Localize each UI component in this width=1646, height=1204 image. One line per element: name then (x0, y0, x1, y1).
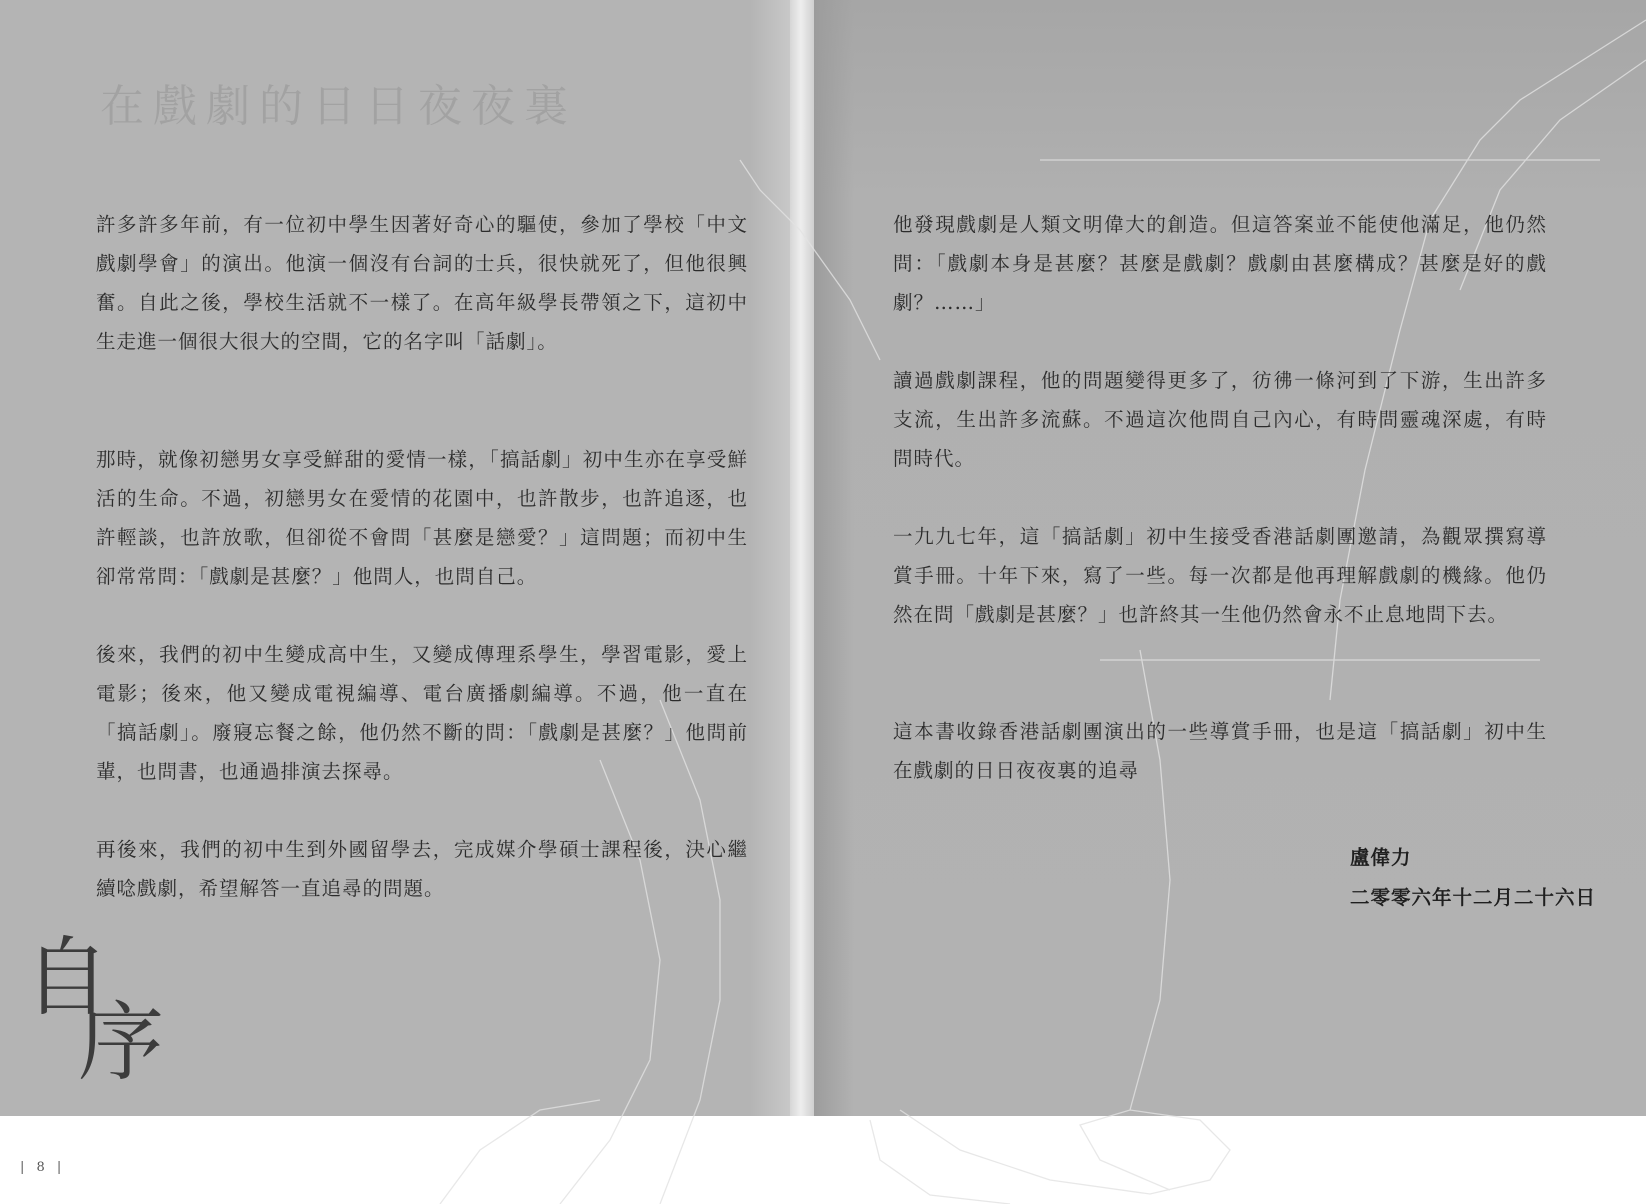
section-title-char-xu: 序 (78, 993, 164, 1093)
right-paragraph-2: 讀過戲劇課程，他的問題變得更多了，彷彿一條河到了下游，生出許多支流，生出許多流蘇。不過這次他問自己內心，有時問靈魂深處，有時問時代。 (893, 369, 1547, 470)
signature-date: 二零零六年十二月二十六日 (1350, 886, 1597, 909)
right-paragraph-3: 一九九七年，這「搞話劇」初中生接受香港話劇團邀請，為觀眾撰寫導賞手冊。十年下來，寫了一些。每一次都是他再理解戲劇的機緣。他仍然在問「戲劇是甚麼？」也許終其一生他仍然會永不止息地問下去。 (893, 525, 1547, 626)
section-title-char-zi: 自 (24, 928, 110, 1028)
author-name: 盧偉力 (1350, 846, 1412, 869)
page-number: | 8 | (20, 1160, 66, 1175)
right-paragraph-1: 他發現戲劇是人類文明偉大的創造。但這答案並不能使他滿足，他仍然問：「戲劇本身是甚麼？甚麼是戲劇？戲劇由甚麼構成？甚麼是好的戲劇？……」 (893, 213, 1547, 314)
right-paragraph-4: 這本書收錄香港話劇團演出的一些導賞手冊，也是這「搞話劇」初中生在戲劇的日日夜夜裏的追尋 (893, 720, 1547, 782)
left-paragraph-4: 再後來，我們的初中生到外國留學去，完成媒介學碩士課程後，決心繼續唸戲劇，希望解答一直追尋的問題。 (96, 838, 748, 900)
signature-block (1350, 838, 1596, 918)
left-paragraph-2: 那時，就像初戀男女享受鮮甜的愛情一樣，「搞話劇」初中生亦在享受鮮活的生命。不過，初戀男女在愛情的花園中，也許散步，也許追逐，也許輕談，也許放歌，但卻從不會問「甚麼是戀愛？」這問題；而初中生卻常常問：「戲劇是甚麼？」他問人，也問自己。 (96, 448, 748, 588)
book-gutter (790, 0, 814, 1116)
left-paragraph-3: 後來，我們的初中生變成高中生，又變成傳理系學生，學習電影，愛上電影；後來，他又變成電視編導、電台廣播劇編導。不過，他一直在「搞話劇」。廢寢忘餐之餘，他仍然不斷的問：「戲劇是甚麼？」他問前輩，也問書，也通過排演去探尋。 (96, 643, 748, 783)
left-paragraph-1: 許多許多年前，有一位初中學生因著好奇心的驅使，參加了學校「中文戲劇學會」的演出。他演一個沒有台詞的士兵，很快就死了，但他很興奮。自此之後，學校生活就不一樣了。在高年級學長帶領之下，這初中生走進一個很大很大的空間，它的名字叫「話劇」。 (96, 213, 748, 353)
essay-title: 在戲劇的日日夜夜裏 (100, 81, 577, 132)
